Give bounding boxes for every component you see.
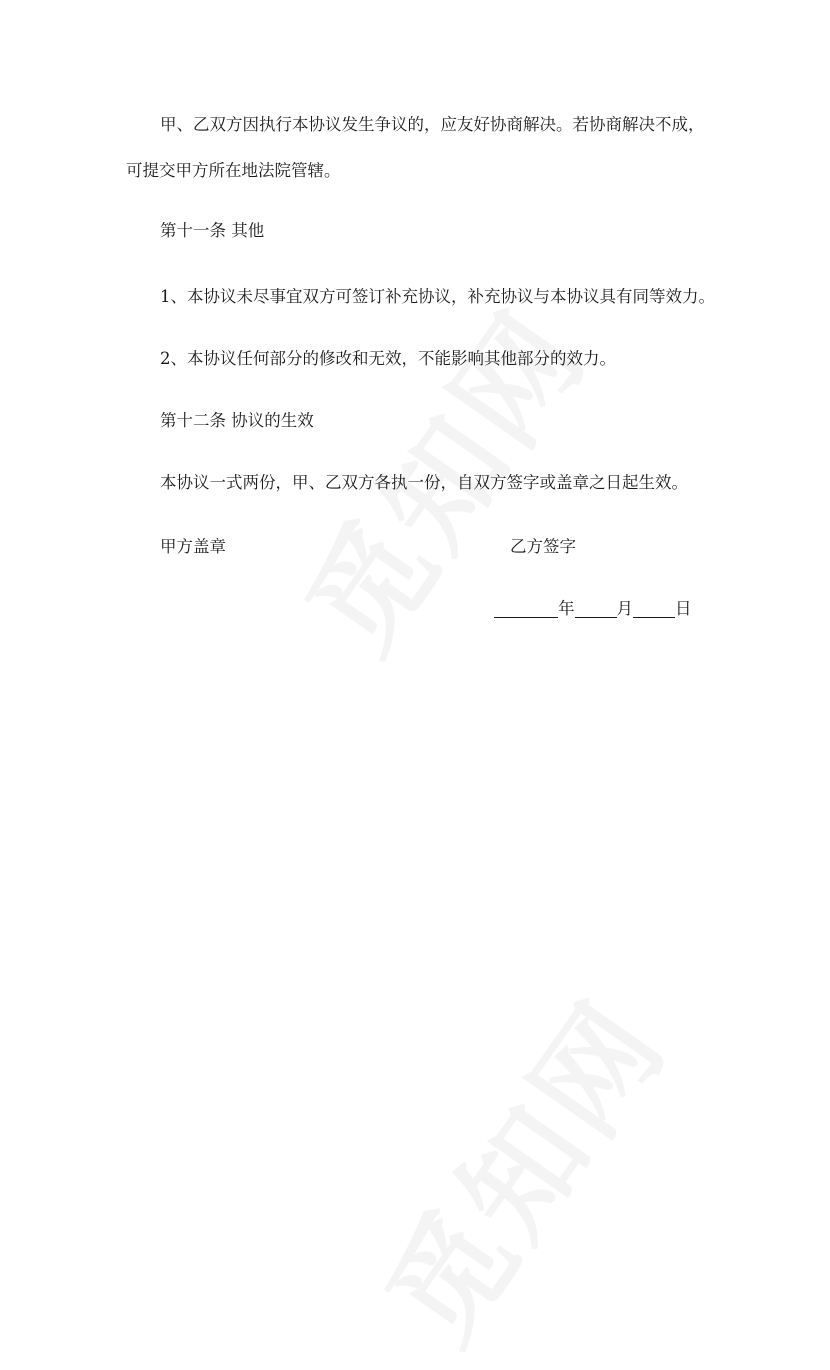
- signing-date-row: [494, 598, 692, 620]
- day-blank: [633, 599, 675, 618]
- day-label: 日: [675, 599, 692, 618]
- year-blank: [494, 599, 558, 618]
- year-label: 年: [558, 599, 575, 618]
- article12-heading: 第十二条 协议的生效: [160, 411, 314, 430]
- dispute-paragraph-line1: 甲、乙双方因执行本协议发生争议的，应友好协商解决。若协商解决不成，: [160, 115, 705, 134]
- article12-text: 本协议一式两份，甲、乙双方各执一份，自双方签字或盖章之日起生效。: [160, 473, 688, 492]
- article11-item2: 2、本协议任何部分的修改和无效，不能影响其他部分的效力。: [160, 349, 616, 368]
- party-a-seal-label: 甲方盖章: [160, 537, 226, 556]
- party-b-signature-label: 乙方签字: [510, 537, 576, 556]
- article11-heading: 第十一条 其他: [160, 221, 265, 240]
- article11-item1: 1、本协议未尽事宜双方可签订补充协议，补充协议与本协议具有同等效力。: [160, 287, 715, 306]
- month-blank: [575, 599, 617, 618]
- month-label: 月: [616, 599, 633, 618]
- dispute-paragraph-line2: 可提交甲方所在地法院管辖。: [126, 161, 341, 180]
- watermark-text-bottom: [340, 962, 698, 1370]
